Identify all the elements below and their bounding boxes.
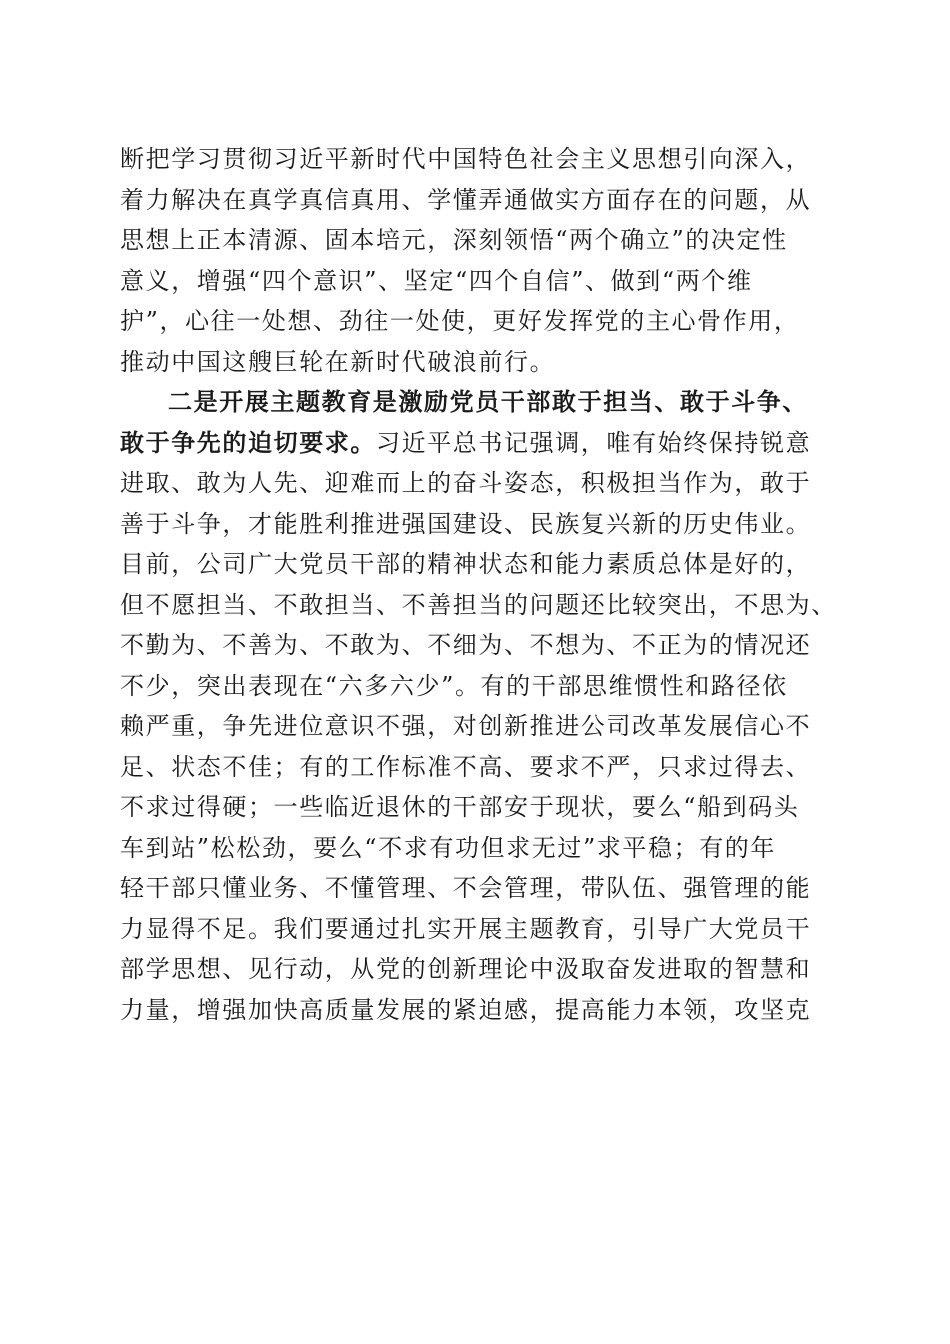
text-line: 进取、敢为人先、迎难而上的奋斗姿态，积极担当作为，敢于 bbox=[120, 469, 812, 497]
text-line-rest: 习近平总书记强调，唯有始终保持锐意 bbox=[376, 428, 812, 457]
text-line: 部学思想、见行动，从党的创新理论中汲取奋发进取的智慧和 bbox=[120, 955, 812, 983]
paragraph-heading-end: 敢于争先的迫切要求。 bbox=[120, 427, 376, 457]
text-line: 轻干部只懂业务、不懂管理、不会管理，带队伍、强管理的能 bbox=[120, 874, 812, 902]
text-line: 推动中国这艘巨轮在新时代破浪前行。 bbox=[120, 347, 556, 376]
paragraph-heading-line: 二是开展主题教育是激励党员干部敢于担当、敢于斗争、 bbox=[168, 387, 808, 416]
text-line: 但不愿担当、不敢担当、不善担当的问题还比较突出，不思为、 bbox=[120, 590, 837, 619]
text-line: 护”，心往一处想、劲往一处使，更好发挥党的主心骨作用， bbox=[120, 307, 800, 335]
text-line: 思想上正本清源、固本培元，深刻领悟“两个确立”的决定性 bbox=[120, 226, 788, 254]
text-line: 善于斗争，才能胜利推进强国建设、民族复兴新的历史伟业。 bbox=[120, 509, 812, 538]
text-line: 车到站”松松劲，要么“不求有功但求无过”求平稳；有的年 bbox=[120, 833, 777, 862]
text-line: 不勤为、不善为、不敢为、不细为、不想为、不正为的情况还 bbox=[120, 631, 812, 659]
text-line: 赖严重，争先进位意识不强，对创新推进公司改革发展信心不 bbox=[120, 712, 812, 740]
text-line: 着力解决在真学真信真用、学懂弄通做实方面存在的问题，从 bbox=[120, 185, 812, 214]
text-line: 不少，突出表现在“六多六少”。有的干部思维惯性和路径依 bbox=[120, 671, 788, 700]
text-line: 目前，公司广大党员干部的精神状态和能力素质总体是好的， bbox=[120, 550, 812, 578]
body-text bbox=[120, 139, 837, 1030]
text-line: 断把学习贯彻习近平新时代中国特色社会主义思想引向深入， bbox=[120, 145, 812, 173]
text-line: 不求过得硬；一些临近退休的干部安于现状，要么“船到码头 bbox=[120, 793, 800, 821]
text-line: 力显得不足。我们要通过扎实开展主题教育，引导广大党员干 bbox=[120, 914, 812, 943]
text-line: 意义，增强“四个意识”、坚定“四个自信”、做到“两个维 bbox=[120, 266, 753, 295]
text-line: 力量，增强加快高质量发展的紧迫感，提高能力本领，攻坚克 bbox=[120, 995, 812, 1024]
text-line bbox=[120, 423, 832, 464]
text-line: 足、状态不佳；有的工作标准不高、要求不严，只求过得去、 bbox=[120, 752, 812, 781]
